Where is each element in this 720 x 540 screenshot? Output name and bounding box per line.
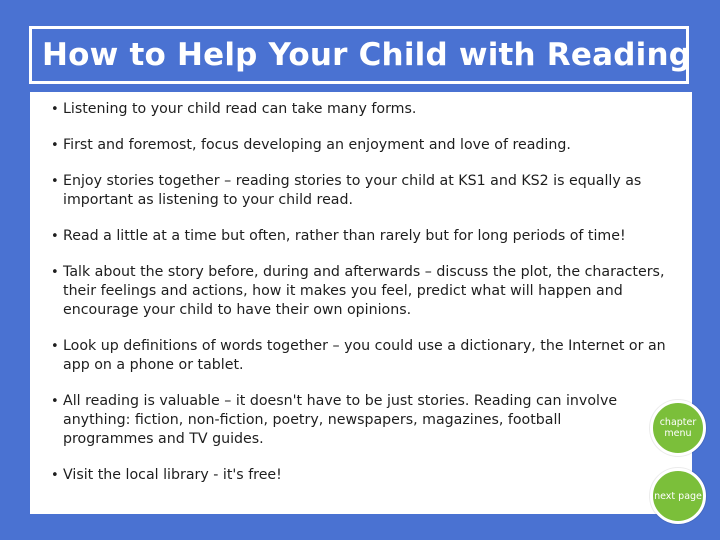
chapter-menu-button[interactable] [650, 400, 706, 456]
bullet-list [50, 100, 678, 485]
bullet-text: Look up definitions of words together – you could use a dictionary, the Internet or an app on a phone or tablet. [63, 338, 666, 373]
bullet-dot-icon: • [51, 229, 59, 244]
bullet-text: First and foremost, focus developing an enjoyment and love of reading. [63, 137, 571, 153]
bullet-item [50, 263, 678, 320]
slide-title: How to Help Your Child with Reading [42, 37, 692, 73]
bullet-text: Listening to your child read can take many forms. [63, 101, 417, 117]
bullet-dot-icon: • [51, 339, 59, 354]
bullet-item [50, 466, 678, 485]
bullet-text: All reading is valuable – it doesn't have to be just stories. Reading can involve anything: fiction, non-fiction, poetry, newspapers, magazines, football programmes and TV guides. [63, 393, 618, 447]
bullet-text: Talk about the story before, during and afterwards – discuss the plot, the characters, their feelings and actions, how it makes you feel, predict what will happen and encourage your child to have their own opinions. [63, 264, 665, 318]
bullet-item [50, 337, 678, 375]
next-page-label: next page [654, 490, 702, 502]
content-panel [30, 92, 692, 514]
bullet-item [50, 172, 678, 210]
bullet-text: Read a little at a time but often, rather than rarely but for long periods of time! [63, 228, 626, 244]
bullet-item [50, 227, 678, 246]
bullet-item [50, 136, 678, 155]
bullet-text: Visit the local library - it's free! [63, 467, 282, 483]
next-page-button[interactable] [650, 468, 706, 524]
bullet-dot-icon: • [51, 102, 59, 117]
chapter-menu-label: chapter menu [659, 417, 697, 439]
bullet-item [50, 392, 678, 449]
bullet-dot-icon: • [51, 174, 59, 189]
bullet-dot-icon: • [51, 468, 59, 483]
title-frame [29, 26, 692, 84]
bullet-item [50, 100, 678, 119]
bullet-text: Enjoy stories together – reading stories to your child at KS1 and KS2 is equally as important as listening to your child read. [63, 173, 642, 208]
bullet-dot-icon: • [51, 138, 59, 153]
bullet-dot-icon: • [51, 265, 59, 280]
bullet-dot-icon: • [51, 394, 59, 409]
